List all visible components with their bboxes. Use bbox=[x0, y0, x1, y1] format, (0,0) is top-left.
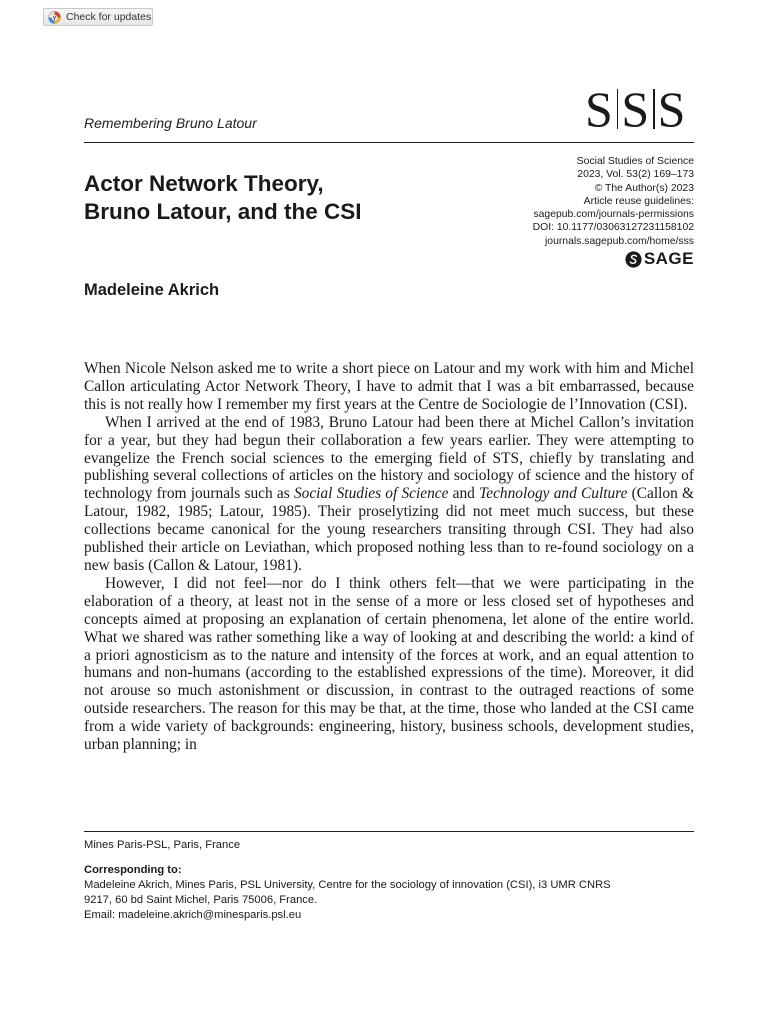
affiliation: Mines Paris-PSL, Paris, France bbox=[84, 839, 241, 851]
paragraph-2-part-a: When I arrived at the end of 1983, Bruno Latour had been there at Michel Callon’s invitation for a year, but they had begun their collaboration a few years earlier. They were attempting to evangelize the French social sciences to the emerging field of STS, chiefly by translating and publishing several collections of articles on the history and sociology of science and the history of technology from journals such as bbox=[84, 413, 694, 503]
crossmark-icon bbox=[48, 11, 61, 24]
volume-info: 2023, Vol. 53(2) 169–173 bbox=[577, 169, 694, 181]
corresponding-line-2: 9217, 60 bd Saint Michel, Paris 75006, France. bbox=[84, 894, 318, 906]
journal-logo: S S S bbox=[585, 81, 687, 137]
corresponding-line-1: Madeleine Akrich, Mines Paris, PSL University, Centre for the sociology of innovation (CSI), i3 UMR CNRS bbox=[84, 879, 611, 891]
paragraph-2-and: and bbox=[448, 485, 480, 503]
check-for-updates-label: Check for updates bbox=[66, 11, 152, 23]
paragraph-3: However, I did not feel—nor do I think others felt—that we were participating in the elaboration of a theory, at least not in the sense of a more or less closed set of hypotheses and concepts aimed at proposing an explanation of certain phenomena, let alone of the entire world. What we shared was rather something like a way of looking at and describing the world: a kind of a priori agnosticism as to the nature and intensity of the forces at work, and an equal attention to humans and non-humans (according to the established expressions of the time). Moreover, it did not arouse so much astonishment or discussion, in contrast to the outraged reactions of some outside researchers. The reason for this may be that, at the time, those who landed at the CSI came from a wide variety of backgrounds: engineering, history, business schools, development studies, urban planning; in bbox=[84, 574, 694, 754]
publisher-name: SAGE bbox=[643, 249, 694, 268]
corresponding-label: Corresponding to: bbox=[84, 864, 182, 876]
publisher-logo bbox=[625, 249, 694, 269]
sage-s-icon bbox=[625, 251, 642, 268]
footer-rule bbox=[84, 831, 694, 832]
doi-link[interactable]: DOI: 10.1177/03063127231158102 bbox=[532, 222, 694, 234]
corresponding-email[interactable]: Email: madeleine.akrich@minesparis.psl.eu bbox=[84, 909, 302, 921]
paragraph-2 bbox=[84, 414, 694, 575]
author-name: Madeleine Akrich bbox=[84, 281, 220, 299]
section-kicker: Remembering Bruno Latour bbox=[84, 115, 257, 131]
reuse-link[interactable]: sagepub.com/journals-permissions bbox=[533, 209, 694, 221]
paragraph-2-part-b: (Callon & Latour, 1982, 1985; Latour, 1985). Their proselytizing did not meet much success, but these collections became canonical for the young researchers transiting through CSI. They had also published their article on Leviathan, which proposed nothing less than to re-found sociology on a new basis (Callon & Latour, 1981). bbox=[84, 485, 694, 574]
journal-citation-tc: Technology and Culture bbox=[479, 485, 628, 503]
article-title bbox=[84, 170, 464, 226]
check-for-updates-button[interactable] bbox=[43, 8, 153, 26]
copyright: © The Author(s) 2023 bbox=[594, 182, 694, 194]
journal-citation-sss: Social Studies of Science bbox=[293, 485, 449, 503]
corresponding-block bbox=[84, 863, 694, 923]
reuse-label: Article reuse guidelines: bbox=[583, 195, 694, 207]
journal-name: Social Studies of Science bbox=[576, 156, 694, 167]
journal-home-link[interactable]: journals.sagepub.com/home/sss bbox=[544, 235, 694, 247]
article-body bbox=[84, 360, 694, 754]
title-line-1: Actor Network Theory, bbox=[84, 171, 324, 196]
header-rule bbox=[84, 142, 694, 143]
journal-meta bbox=[533, 155, 694, 248]
paragraph-1: When Nicole Nelson asked me to write a short piece on Latour and my work with him and Michel Callon articulating Actor Network Theory, I have to admit that I was a bit embarrassed, because this is not really how I remember my first years at the Centre de Sociologie de l’Innovation (CSI). bbox=[84, 360, 694, 413]
title-line-2: Bruno Latour, and the CSI bbox=[84, 199, 362, 224]
